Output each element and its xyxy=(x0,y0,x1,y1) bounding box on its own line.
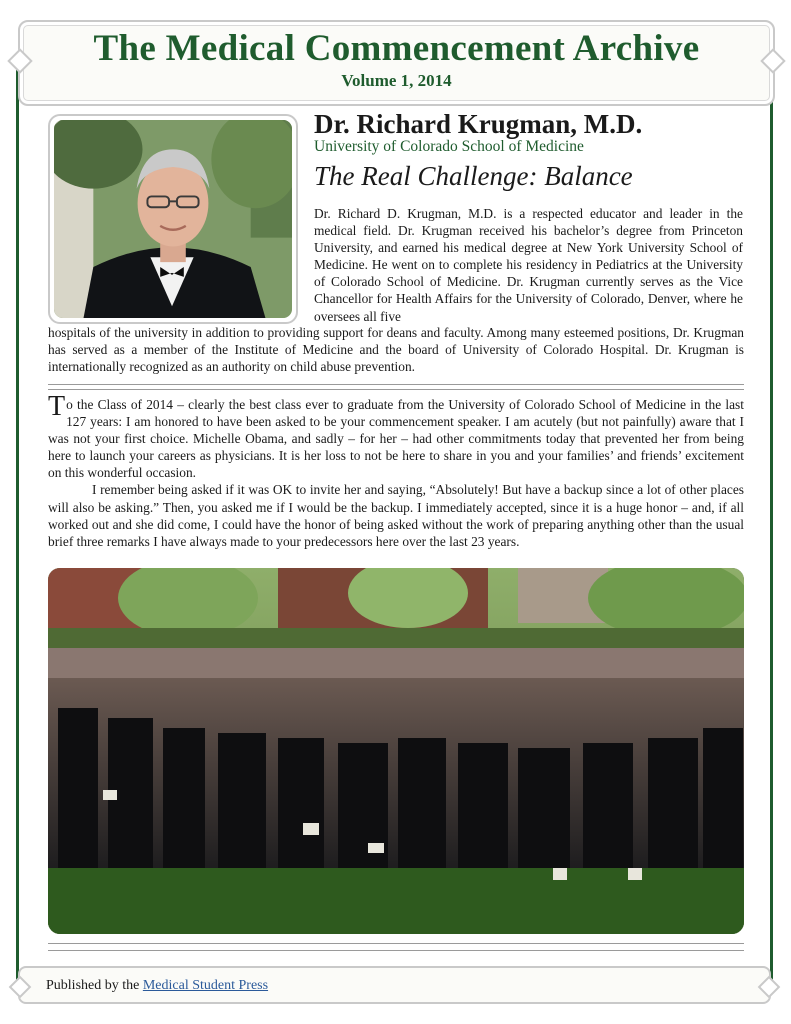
commencement-photo xyxy=(48,568,744,934)
publisher-link[interactable]: Medical Student Press xyxy=(142,978,269,993)
divider-rule xyxy=(48,950,744,951)
drop-cap: T xyxy=(48,391,66,422)
speaker-portrait xyxy=(48,114,298,324)
masthead-banner xyxy=(18,20,775,106)
volume-label: Volume 1, 2014 xyxy=(341,71,452,90)
speech-title: The Real Challenge: Balance xyxy=(314,161,633,191)
bio-paragraph-part2: hospitals of the university in addition to providing support for deans and faculty. Among many esteemed positions, Dr. Krugman has served as a member of the Institute of Medicine and the board of University of Colorado Hospital. Dr. Krugman is internationally recognized as an authority on child abuse prevention. xyxy=(48,325,744,375)
divider-rule xyxy=(48,943,744,944)
speech-paragraph-1 xyxy=(48,391,744,481)
speaker-institution: University of Colorado School of Medicine xyxy=(314,138,584,155)
graduation-crowd-photo-icon xyxy=(48,568,744,934)
speech-paragraph-1-text: o the Class of 2014 – clearly the best class ever to graduate from the University of Colorado School of Medicine in the last 127 years: I am honored to have been asked to be your commencement speaker. I am acutely (but not painfully) aware that I was not your first choice. Michelle Obama, and sadly – for her – had other commitments today that prevented her from being here to launch your careers as physicians. It is her loss to not be here to share in you and your families’ and friends’ excitement on this wonderful occasion. xyxy=(48,397,744,481)
footer-banner xyxy=(18,966,771,1004)
divider-rule xyxy=(48,384,744,385)
publication-title: The Medical Commencement Archive xyxy=(93,28,700,69)
divider-rule xyxy=(48,389,744,390)
portrait-photo-icon xyxy=(54,120,292,318)
bio-paragraph-part1: Dr. Richard D. Krugman, M.D. is a respected educator and leader in the medical field. Dr. Krugman received his bachelor’s degree from Princeton University, and earned his medical degree at New York University School of Medicine. He went on to complete his residency in Pediatrics at the University of Colorado School of Medicine. Dr. Krugman currently serves as the Vice Chancellor for Health Affairs for the University of Colorado, Denver, where he oversees all five xyxy=(314,206,743,324)
speaker-name: Dr. Richard Krugman, M.D. xyxy=(314,109,643,139)
speech-paragraph-2: I remember being asked if it was OK to invite her and saying, “Absolutely! But have a backup since a lot of other places will also be asking.” Then, you asked me if I would be the backup. I immediately accepted, since it is a huge honor – and, if all worked out and she did come, I could have the honor of being asked without the work of preparing anything other than the usual brief three remarks I have always made to your predecessors here over the last 23 years. xyxy=(48,482,744,549)
footer-prefix: Published by the xyxy=(46,978,143,993)
speech-text xyxy=(48,391,744,550)
footer-text xyxy=(46,978,268,994)
